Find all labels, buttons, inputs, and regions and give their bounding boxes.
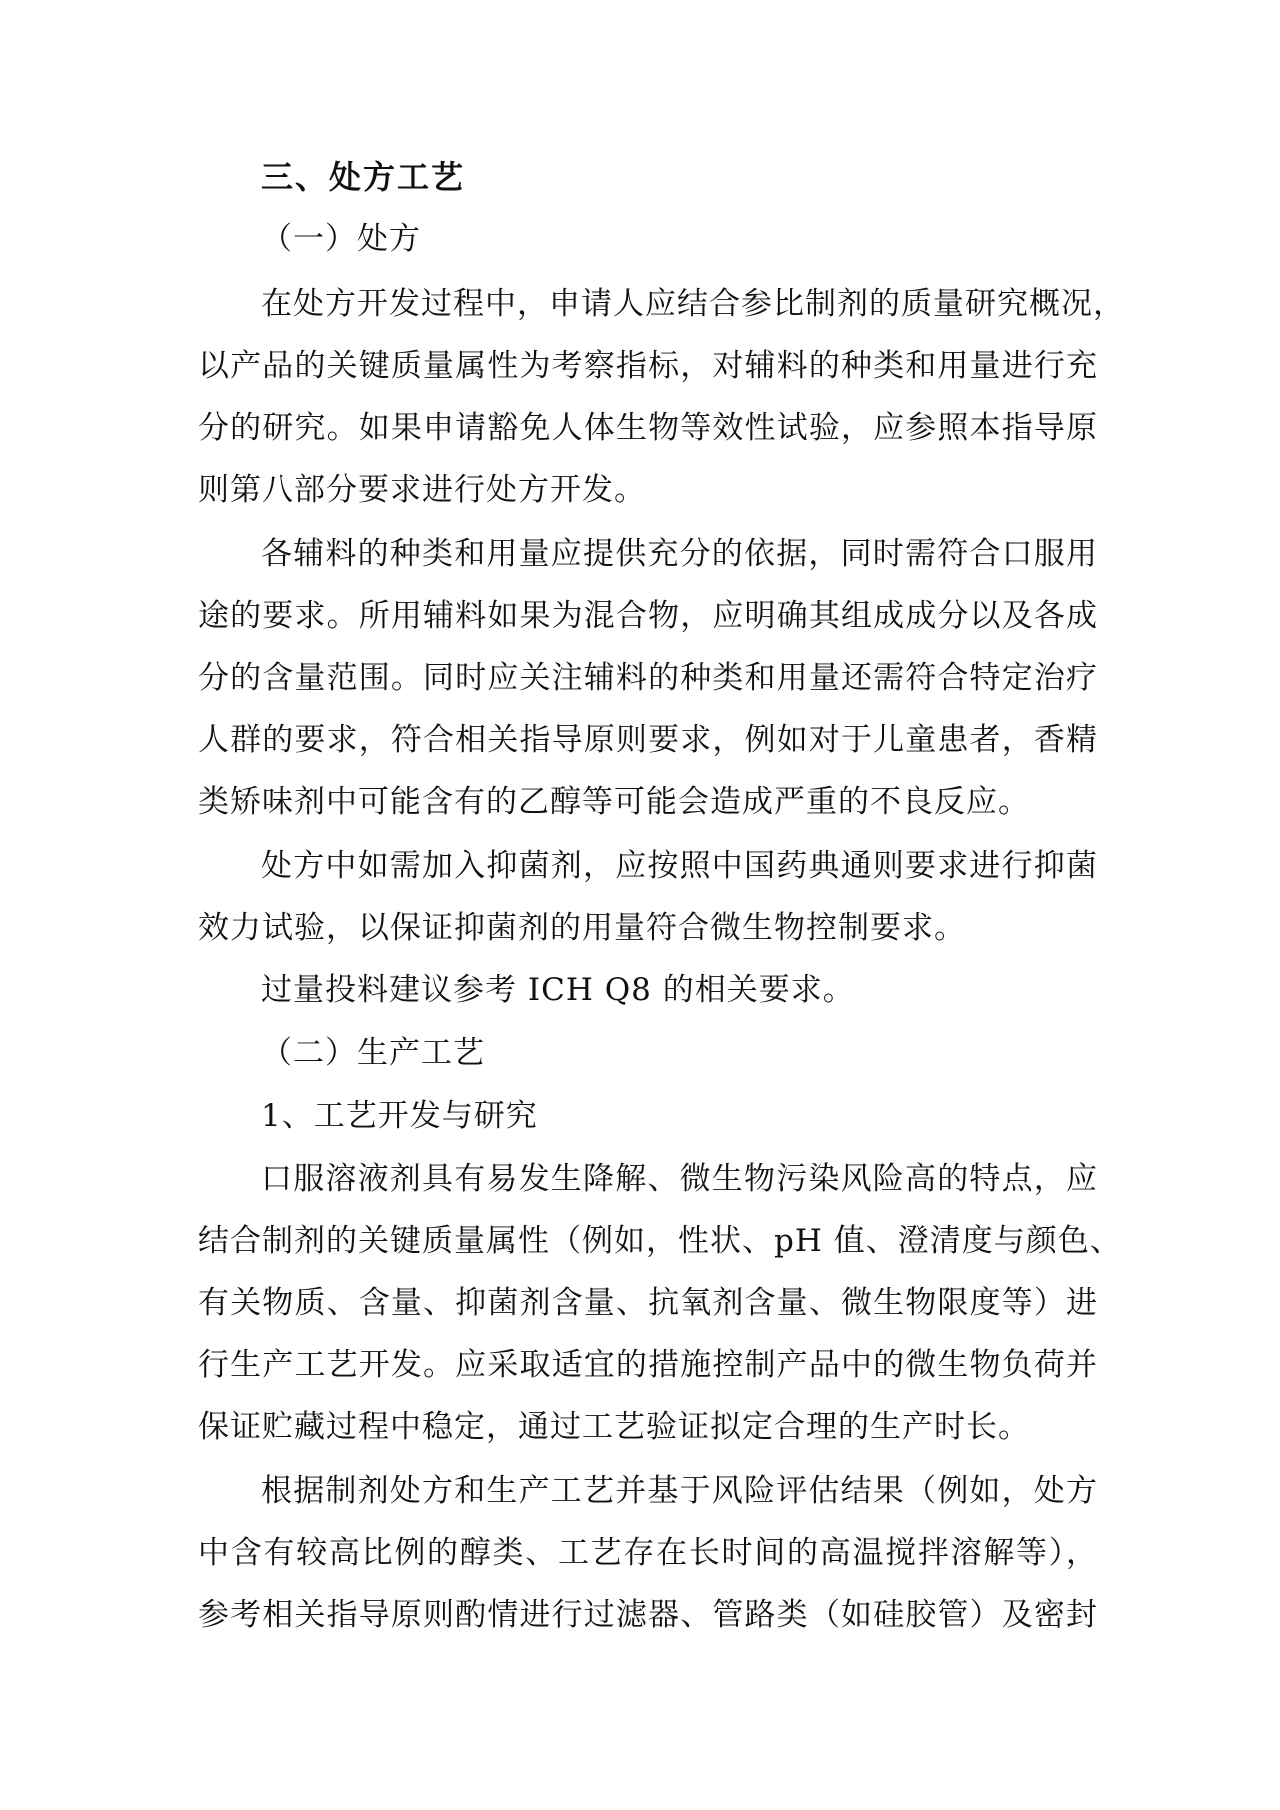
- paragraph-line: 口服溶液剂具有易发生降解、微生物污染风险高的特点，应: [261, 1161, 1098, 1197]
- paragraph-line: 在处方开发过程中，申请人应结合参比制剂的质量研究概况，: [261, 286, 1125, 322]
- paragraph-line: 过量投料建议参考 ICH Q8 的相关要求。: [261, 972, 855, 1008]
- paragraph-line: 以产品的关键质量属性为考察指标，对辅料的种类和用量进行充: [198, 348, 1098, 384]
- paragraph-line: 途的要求。所用辅料如果为混合物，应明确其组成成分以及各成: [198, 598, 1098, 634]
- paragraph-line: 有关物质、含量、抑菌剂含量、抗氧剂含量、微生物限度等）进: [198, 1285, 1098, 1321]
- paragraph-line: 保证贮藏过程中稳定，通过工艺验证拟定合理的生产时长。: [198, 1409, 1030, 1445]
- paragraph-line: 处方中如需加入抑菌剂，应按照中国药典通则要求进行抑菌: [261, 848, 1098, 884]
- paragraph-line: 效力试验，以保证抑菌剂的用量符合微生物控制要求。: [198, 910, 966, 946]
- paragraph-line: 则第八部分要求进行处方开发。: [198, 472, 646, 508]
- subsection-subtitle: 1、工艺开发与研究: [261, 1098, 538, 1134]
- paragraph-line: 各辅料的种类和用量应提供充分的依据，同时需符合口服用: [261, 536, 1098, 572]
- subsection-title-prescription: （一）处方: [261, 221, 421, 257]
- paragraph-line: 人群的要求，符合相关指导原则要求，例如对于儿童患者，香精: [198, 722, 1098, 758]
- paragraph-line: 中含有较高比例的醇类、工艺存在长时间的高温搅拌溶解等），: [198, 1535, 1098, 1571]
- paragraph-line: 分的含量范围。同时应关注辅料的种类和用量还需符合特定治疗: [198, 660, 1098, 696]
- paragraph-line: 结合制剂的关键质量属性（例如，性状、pH 值、澄清度与颜色、: [198, 1223, 1122, 1259]
- paragraph-line: 分的研究。如果申请豁免人体生物等效性试验，应参照本指导原: [198, 410, 1098, 446]
- paragraph-line: 根据制剂处方和生产工艺并基于风险评估结果（例如，处方: [261, 1473, 1098, 1509]
- section-heading: 三、处方工艺: [261, 158, 466, 196]
- paragraph-line: 参考相关指导原则酌情进行过滤器、管路类（如硅胶管）及密封: [198, 1597, 1098, 1633]
- paragraph-line: 行生产工艺开发。应采取适宜的措施控制产品中的微生物负荷并: [198, 1347, 1098, 1383]
- paragraph-line: 类矫味剂中可能含有的乙醇等可能会造成严重的不良反应。: [198, 784, 1030, 820]
- subsection-title-production: （二）生产工艺: [261, 1035, 485, 1071]
